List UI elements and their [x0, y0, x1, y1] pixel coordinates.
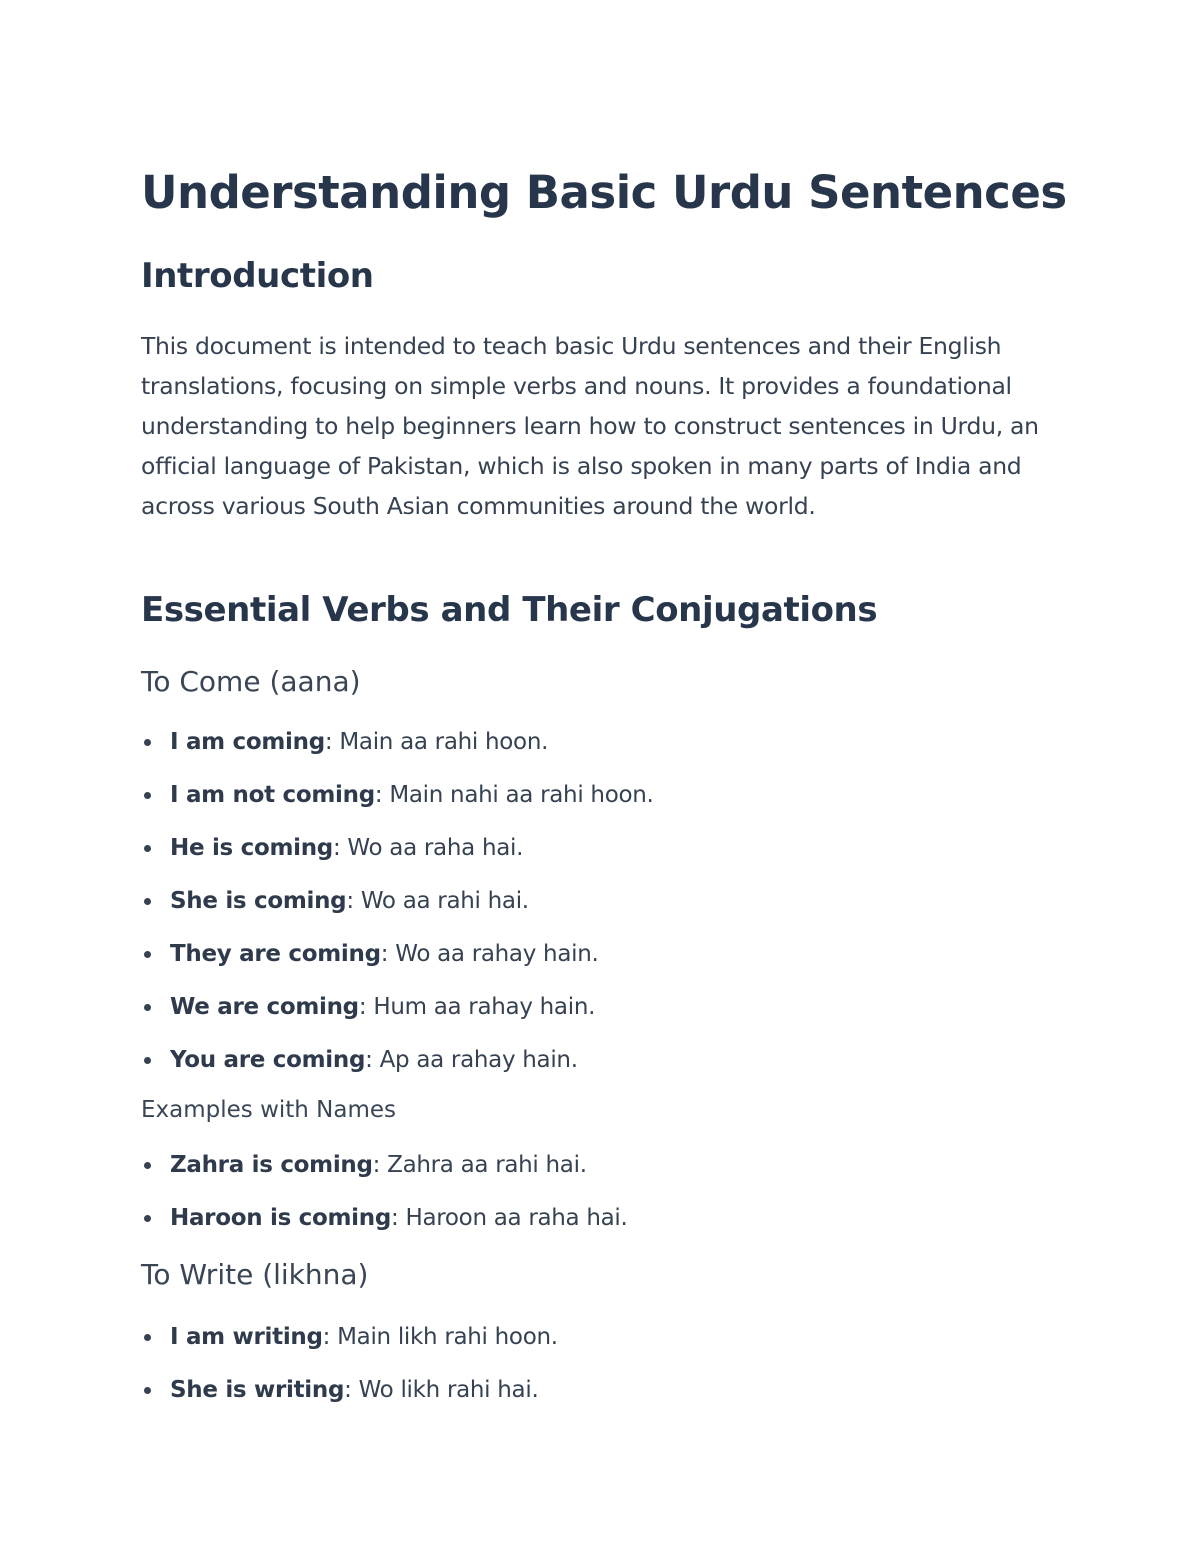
list-item: [141, 727, 1041, 780]
examples-with-names-heading: Examples with Names: [141, 1097, 397, 1123]
urdu-translation: : Haroon aa raha hai.: [391, 1205, 628, 1231]
urdu-translation: : Ap aa rahay hain.: [365, 1047, 578, 1073]
to-write-list: [141, 1322, 1041, 1428]
bullet-icon: [144, 845, 151, 852]
urdu-translation: : Zahra aa rahi hai.: [372, 1152, 587, 1178]
list-item: [141, 939, 1041, 992]
list-item: [141, 1375, 1041, 1428]
urdu-translation: : Wo likh rahi hai.: [344, 1377, 539, 1403]
bullet-icon: [144, 792, 151, 799]
verbs-section-heading: Essential Verbs and Their Conjugations: [141, 590, 878, 630]
bullet-icon: [144, 739, 151, 746]
urdu-translation: : Hum aa rahay hain.: [358, 994, 596, 1020]
bullet-icon: [144, 951, 151, 958]
urdu-translation: : Wo aa rahi hai.: [346, 888, 529, 914]
urdu-translation: : Wo aa raha hai.: [332, 835, 524, 861]
bullet-icon: [144, 1215, 151, 1222]
english-phrase: Zahra is coming: [170, 1152, 373, 1178]
english-phrase: We are coming: [170, 994, 359, 1020]
english-phrase: They are coming: [170, 941, 381, 967]
list-item: [141, 833, 1041, 886]
list-item: [141, 780, 1041, 833]
bullet-icon: [144, 898, 151, 905]
bullet-icon: [144, 1387, 151, 1394]
introduction-paragraph: This document is intended to teach basic Urdu sentences and their English translations, focusing on simple verbs and nouns. It provides a foundational understanding to help beginners learn how to construct sentences in Urdu, an official language of Pakistan, which is also spoken in many parts of India and across various South Asian communities around the world.: [141, 332, 1039, 520]
document-title: Understanding Basic Urdu Sentences: [141, 166, 1067, 219]
list-item: [141, 1150, 1041, 1203]
english-phrase: I am coming: [170, 729, 325, 755]
list-item: [141, 1322, 1041, 1375]
examples-list: [141, 1150, 1041, 1256]
introduction-heading: Introduction: [141, 256, 374, 296]
english-phrase: She is writing: [170, 1377, 345, 1403]
english-phrase: You are coming: [170, 1047, 366, 1073]
urdu-translation: : Main likh rahi hoon.: [322, 1324, 558, 1350]
bullet-icon: [144, 1004, 151, 1011]
english-phrase: I am writing: [170, 1324, 323, 1350]
english-phrase: I am not coming: [170, 782, 375, 808]
english-phrase: She is coming: [170, 888, 347, 914]
to-write-heading: To Write (likhna): [141, 1258, 369, 1291]
list-item: [141, 1203, 1041, 1256]
urdu-translation: : Main aa rahi hoon.: [324, 729, 549, 755]
list-item: [141, 1045, 1041, 1098]
urdu-translation: : Wo aa rahay hain.: [380, 941, 599, 967]
english-phrase: Haroon is coming: [170, 1205, 391, 1231]
list-item: [141, 886, 1041, 939]
to-come-list: [141, 727, 1041, 1098]
bullet-icon: [144, 1162, 151, 1169]
english-phrase: He is coming: [170, 835, 333, 861]
bullet-icon: [144, 1057, 151, 1064]
list-item: [141, 992, 1041, 1045]
to-come-heading: To Come (aana): [141, 665, 361, 698]
bullet-icon: [144, 1334, 151, 1341]
urdu-translation: : Main nahi aa rahi hoon.: [374, 782, 654, 808]
